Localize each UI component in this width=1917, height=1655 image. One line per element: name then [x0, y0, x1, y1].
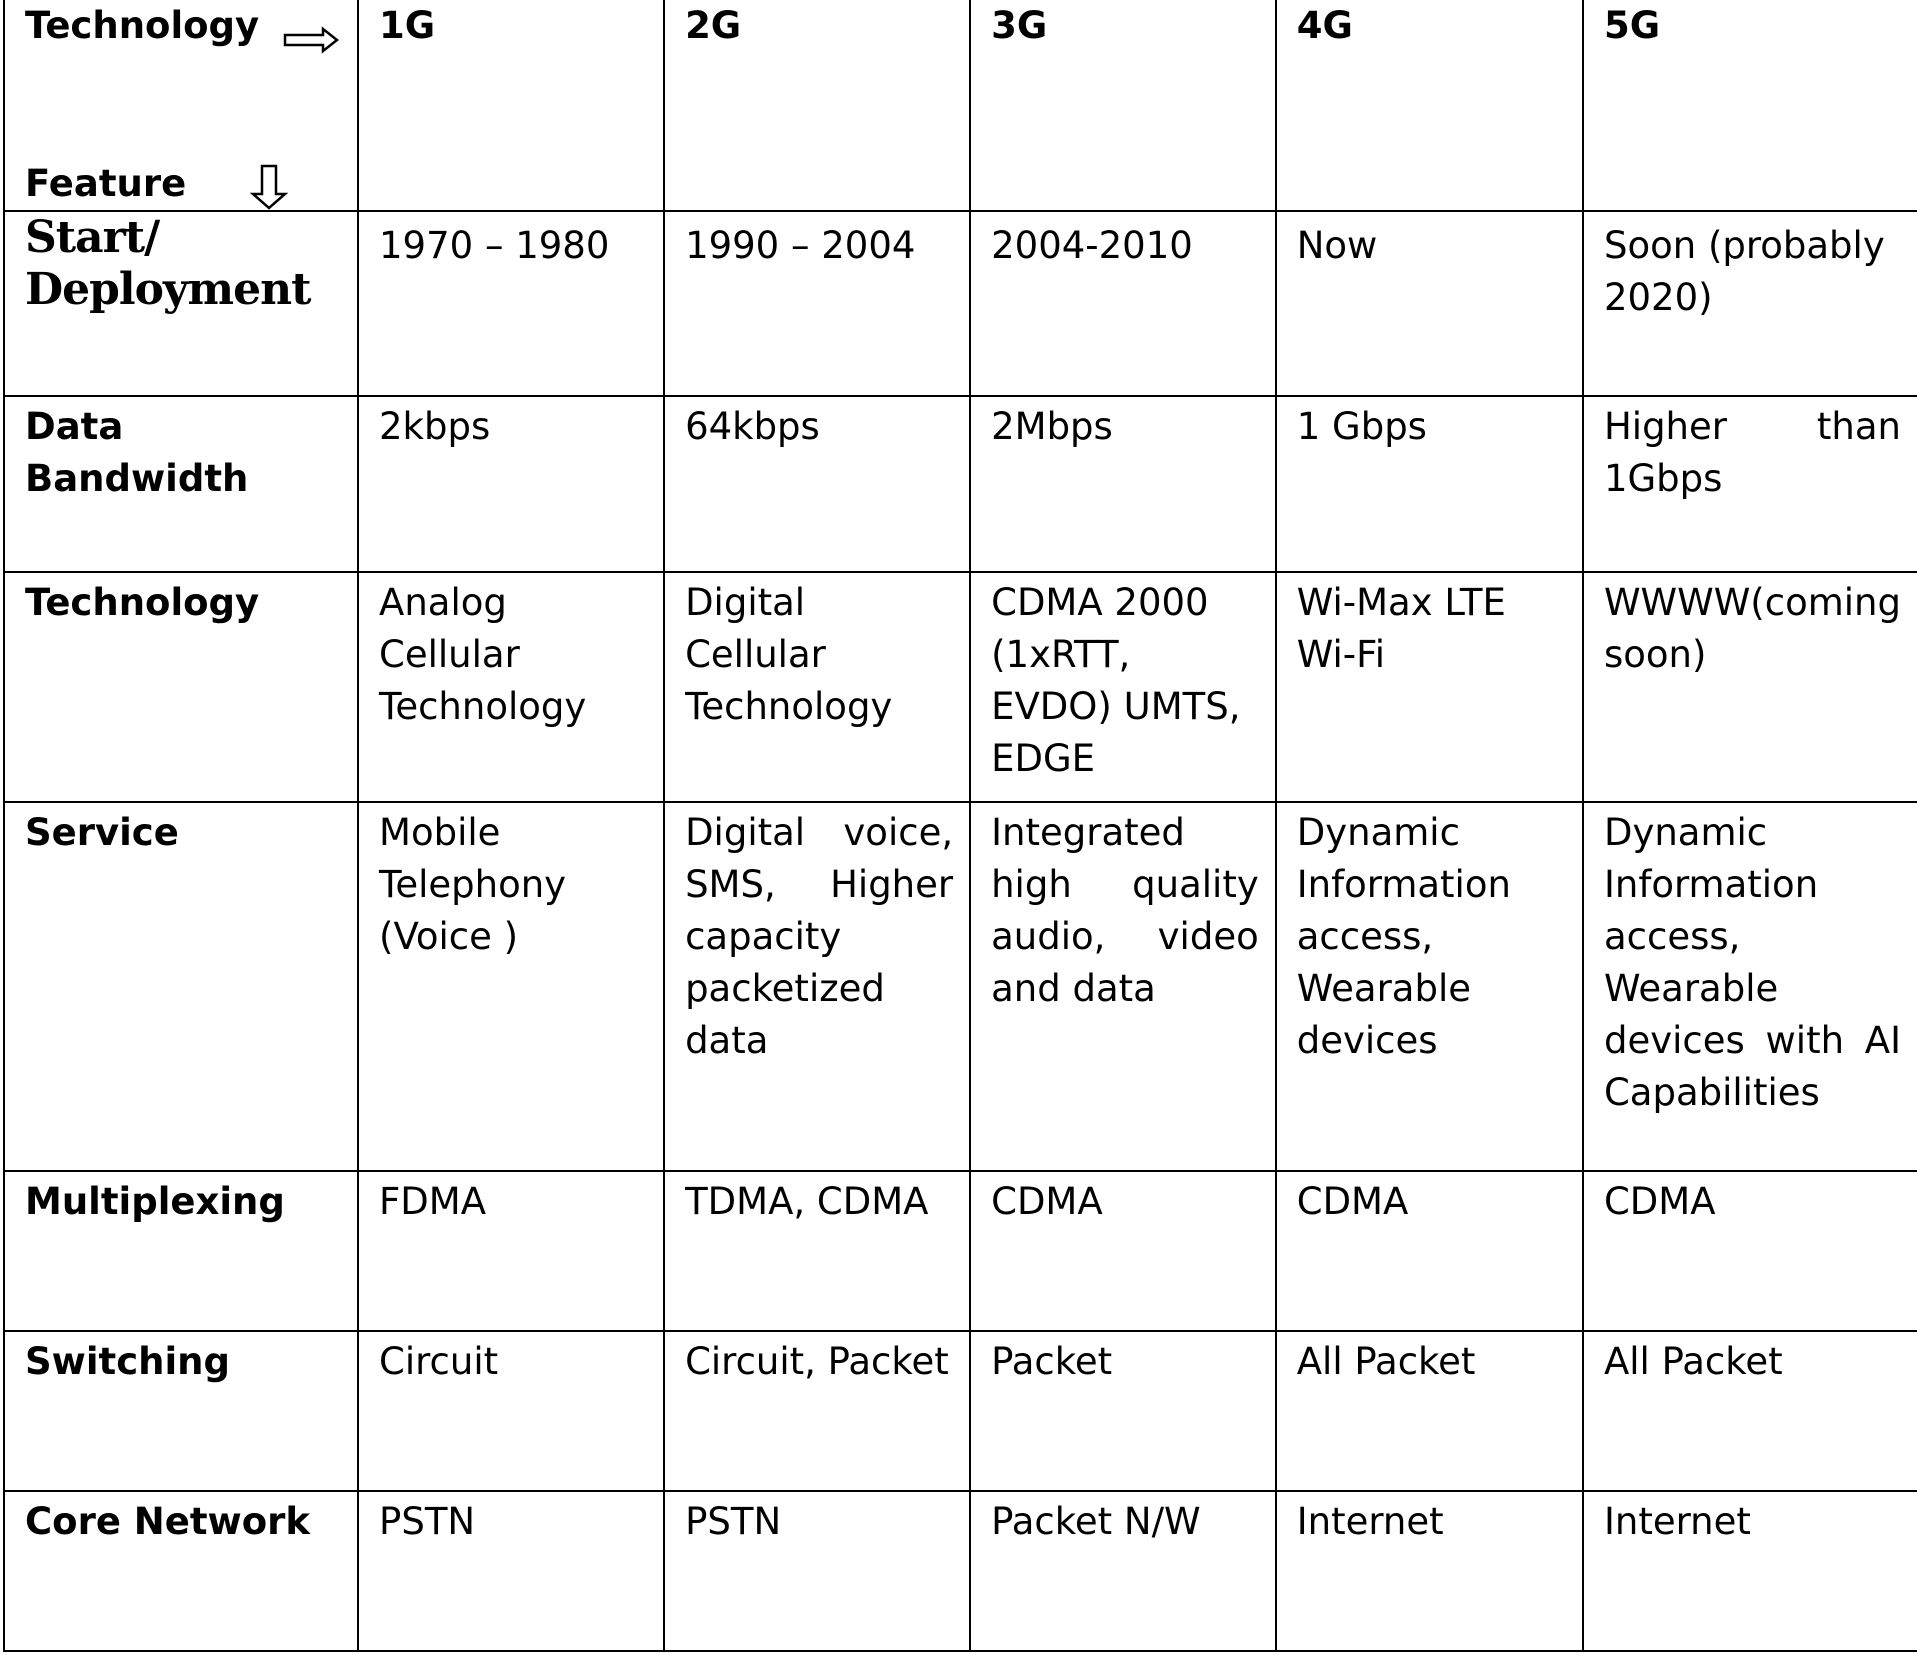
right-arrow-icon — [283, 16, 339, 68]
table-cell: 64kbps — [664, 396, 970, 572]
table-cell: Higher than 1Gbps — [1583, 396, 1917, 572]
feature-label: Multiplexing — [4, 1171, 358, 1331]
table-cell: Wi-Max LTE Wi-Fi — [1276, 572, 1583, 802]
feature-label: Start/ Deployment — [4, 211, 358, 396]
table-cell: Now — [1276, 211, 1583, 396]
feature-label: Switching — [4, 1331, 358, 1491]
table-cell: All Packet — [1276, 1331, 1583, 1491]
table-cell: PSTN — [664, 1491, 970, 1651]
table-cell: Packet — [970, 1331, 1276, 1491]
feature-label: Service — [4, 802, 358, 1171]
table-cell: Digital voice, SMS, Higher capacity packetized data — [664, 802, 970, 1171]
corner-header-cell — [4, 0, 358, 211]
table-cell: Circuit — [358, 1331, 664, 1491]
feature-label: Core Network — [4, 1491, 358, 1651]
table-cell: CDMA 2000 (1xRTT, EVDO) UMTS, EDGE — [970, 572, 1276, 802]
table-cell: Internet — [1583, 1491, 1917, 1651]
feature-label: Data Bandwidth — [4, 396, 358, 572]
table-cell: 2Mbps — [970, 396, 1276, 572]
table-cell: 1990 – 2004 — [664, 211, 970, 396]
feature-label: Technology — [4, 572, 358, 802]
table-cell: TDMA, CDMA — [664, 1171, 970, 1331]
table-cell: Packet N/W — [970, 1491, 1276, 1651]
table-row — [4, 1331, 1917, 1491]
table-row — [4, 396, 1917, 572]
table-row — [4, 572, 1917, 802]
table-cell: 1970 – 1980 — [358, 211, 664, 396]
table-cell: FDMA — [358, 1171, 664, 1331]
table-row — [4, 802, 1917, 1171]
table-cell: Mobile Telephony (Voice ) — [358, 802, 664, 1171]
table-cell: Integrated high quality audio, video and data — [970, 802, 1276, 1171]
table-row — [4, 1171, 1917, 1331]
generation-header-2g: 2G — [664, 0, 970, 211]
table-cell: 2kbps — [358, 396, 664, 572]
down-arrow-icon — [249, 164, 289, 211]
table-cell: WWWW(coming soon) — [1583, 572, 1917, 802]
table-cell: CDMA — [1583, 1171, 1917, 1331]
feature-axis-label: Feature — [25, 162, 187, 205]
generation-comparison-table — [3, 0, 1917, 1652]
generation-header-3g: 3G — [970, 0, 1276, 211]
table-cell: Dynamic Information access, Wearable devices with AI Capabilities — [1583, 802, 1917, 1171]
table-cell: CDMA — [970, 1171, 1276, 1331]
table-cell: Analog Cellular Technology — [358, 572, 664, 802]
table-cell: Soon (probably 2020) — [1583, 211, 1917, 396]
technology-axis-label: Technology — [25, 4, 260, 47]
table-cell: Internet — [1276, 1491, 1583, 1651]
generation-header-5g: 5G — [1583, 0, 1917, 211]
table-cell: Circuit, Packet — [664, 1331, 970, 1491]
table-cell: Dynamic Information access, Wearable devices — [1276, 802, 1583, 1171]
table-cell: 2004-2010 — [970, 211, 1276, 396]
table-cell: PSTN — [358, 1491, 664, 1651]
header-row — [4, 0, 1917, 211]
table-cell: All Packet — [1583, 1331, 1917, 1491]
generation-header-1g: 1G — [358, 0, 664, 211]
table-row — [4, 1491, 1917, 1651]
table-cell: CDMA — [1276, 1171, 1583, 1331]
table-cell: Digital Cellular Technology — [664, 572, 970, 802]
table-row — [4, 211, 1917, 396]
table-cell: 1 Gbps — [1276, 396, 1583, 572]
generation-header-4g: 4G — [1276, 0, 1583, 211]
